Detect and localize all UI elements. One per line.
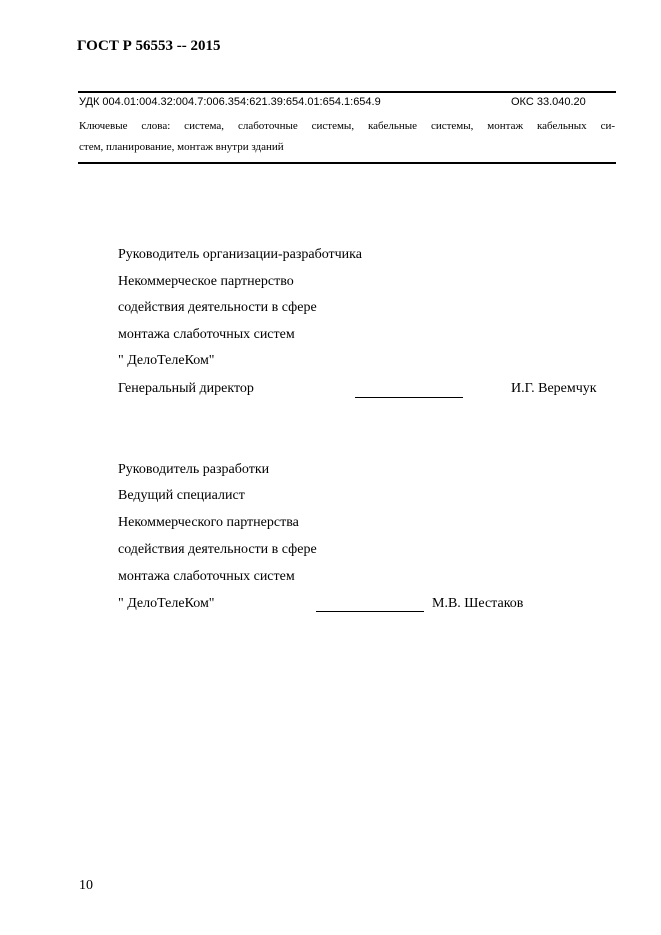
block2-signature-line [316,611,424,612]
block2-line-2: Ведущий специалист [118,488,245,503]
block1-line-2: Некоммерческое партнерство [118,274,294,289]
document-title: ГОСТ Р 56553 -- 2015 [77,38,221,54]
header-rule-bottom [78,162,616,164]
keywords-line-2: стем, планирование, монтаж внутри зданий [79,141,284,153]
block2-line-3: Некоммерческого партнерства [118,515,299,530]
block1-position: Генеральный директор [118,381,254,396]
block2-line-1: Руководитель разработки [118,462,270,477]
block1-line-5: " ДелоТелеКом" [118,353,215,368]
block2-line-5: монтажа слаботочных систем [118,569,295,584]
block2-signature-name: М.В. Шестаков [432,596,524,611]
block1-signature-name: И.Г. Веремчук [511,381,597,396]
block2-line-6: " ДелоТелеКом" [118,596,215,611]
block1-line-1: Руководитель организации-разработчика [118,247,362,262]
block1-line-3: содействия деятельности в сфере [118,300,317,315]
udk-code: УДК 004.01:004.32:004.7:006.354:621.39:654.01:654.1:654.9 [79,96,381,108]
block1-line-4: монтажа слаботочных систем [118,327,295,342]
block1-signature-line [355,397,463,398]
header-rule-top [78,91,616,93]
page-number: 10 [79,878,93,893]
block2-line-4: содействия деятельности в сфере [118,542,317,557]
keywords-line-1: Ключевые слова: система, слаботочные системы, кабельные системы, монтаж кабельных си- [79,120,615,132]
oks-code: ОКС 33.040.20 [511,96,586,108]
